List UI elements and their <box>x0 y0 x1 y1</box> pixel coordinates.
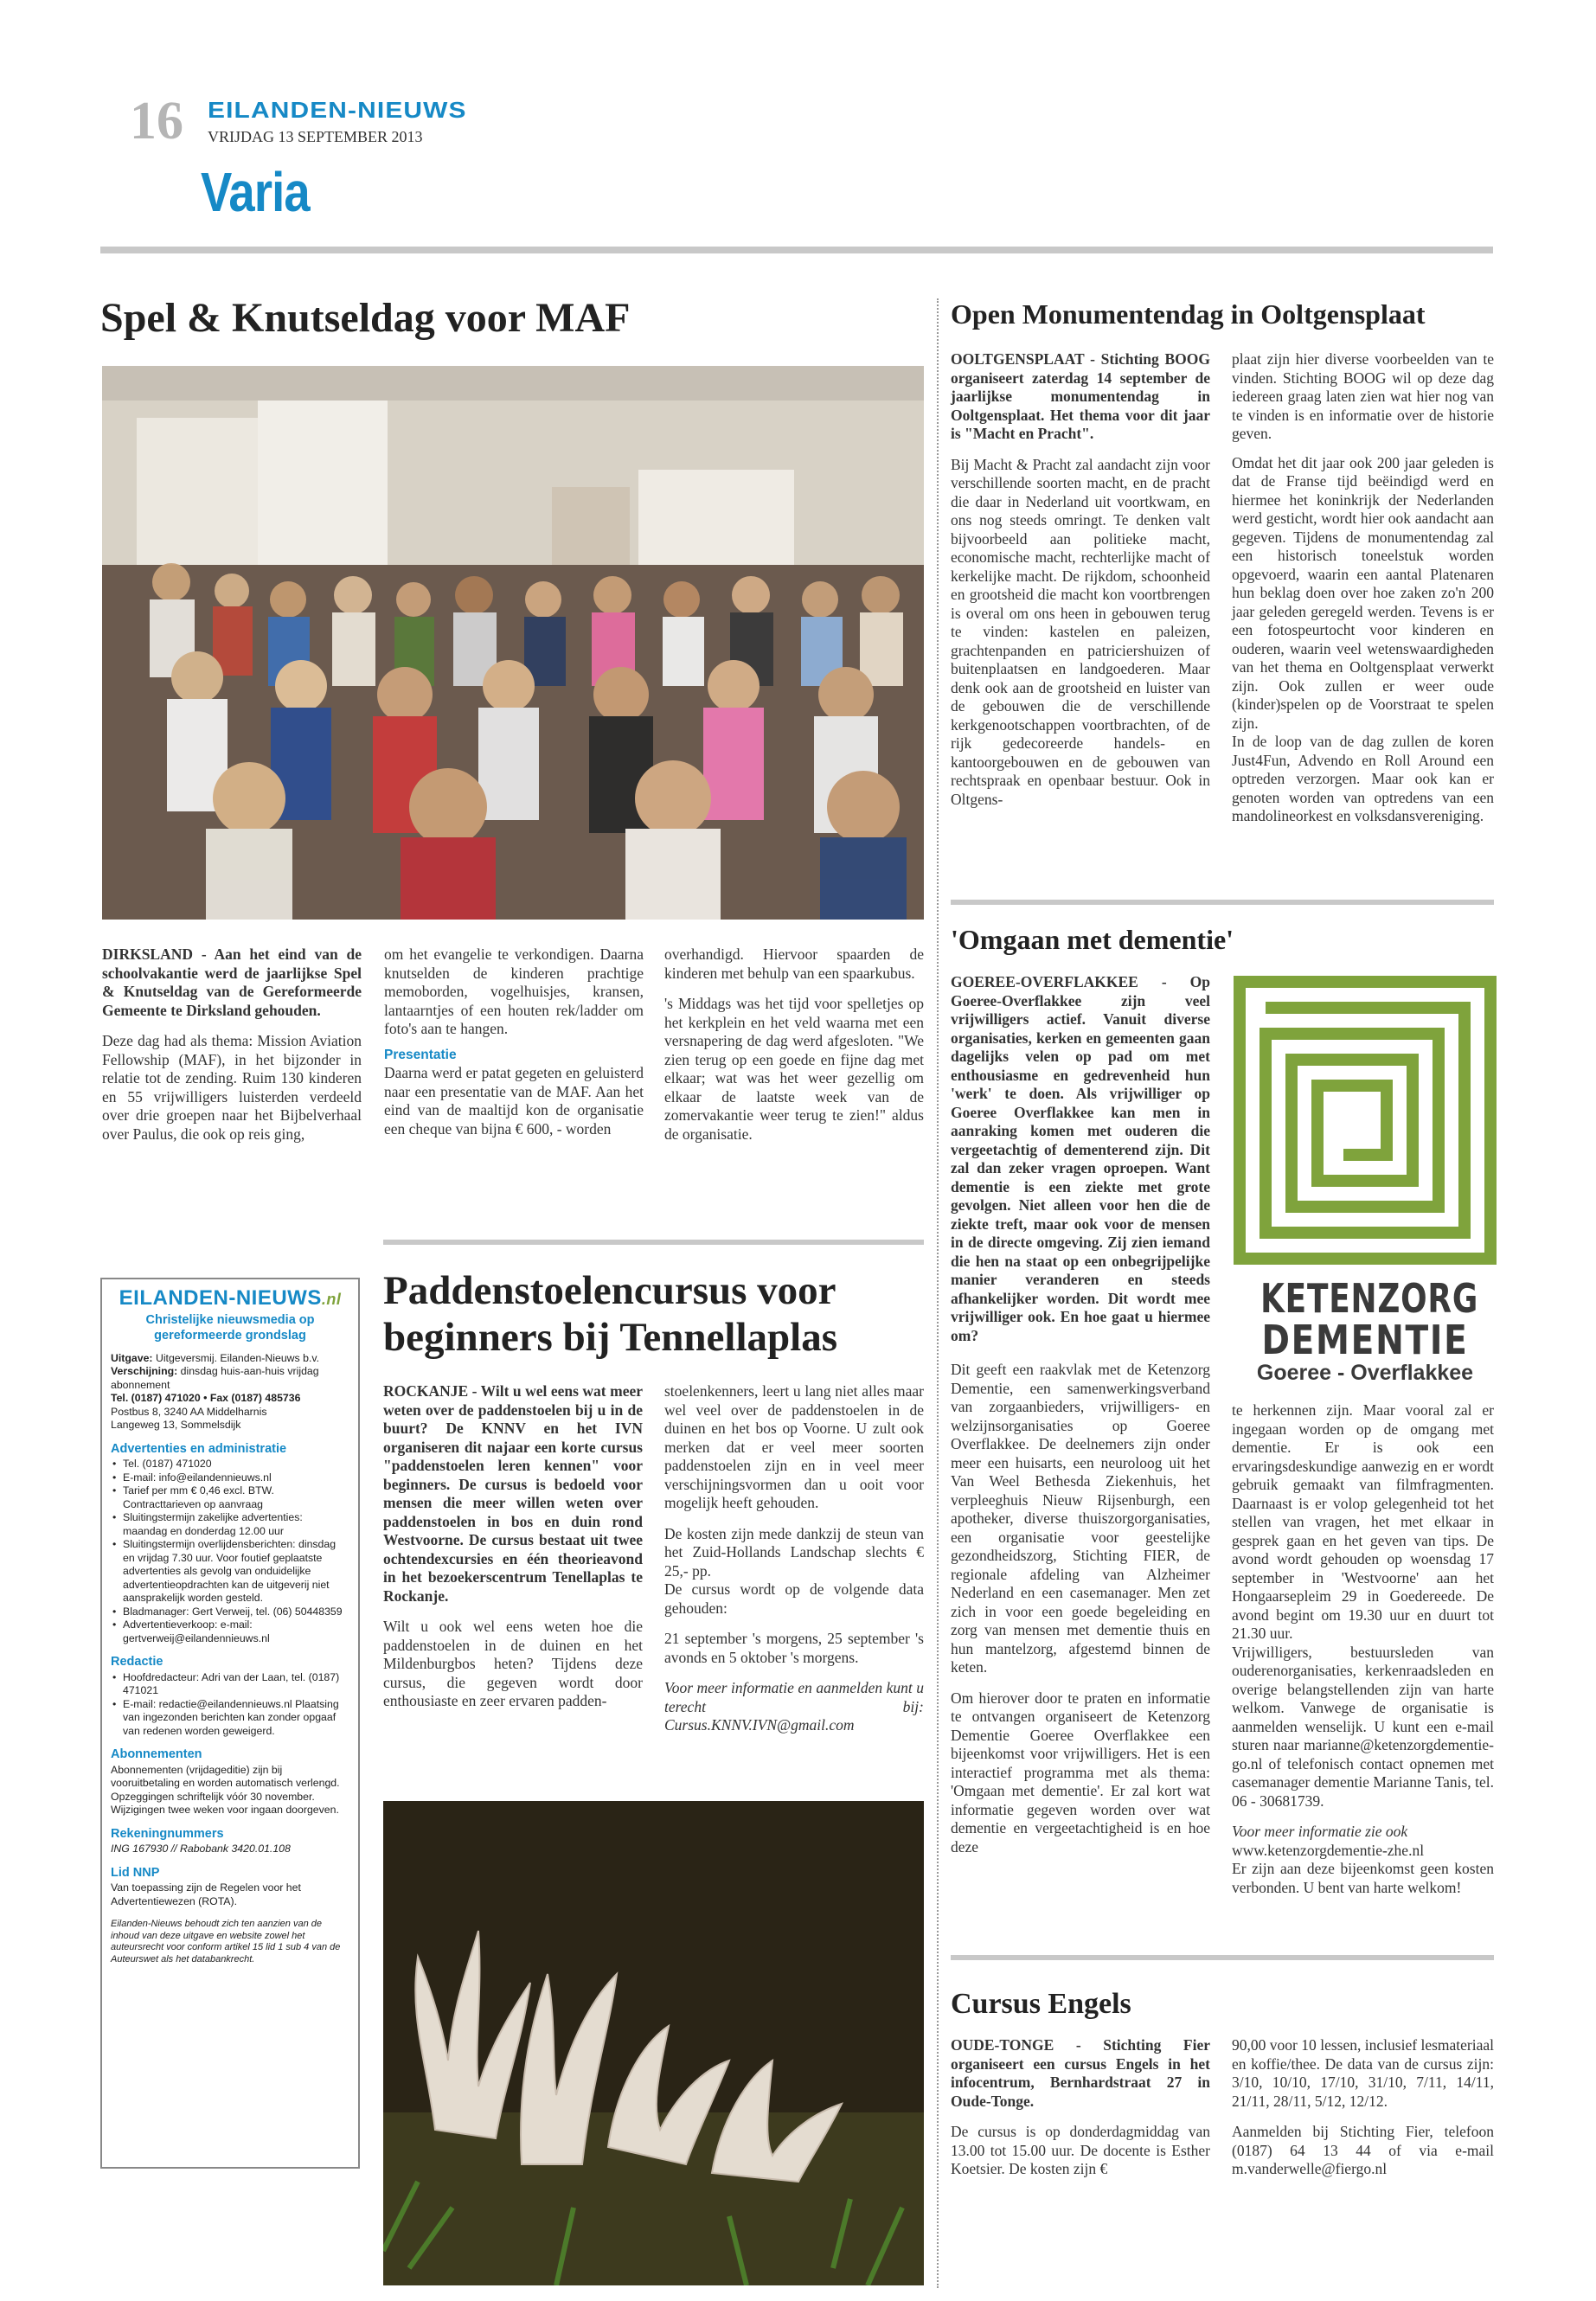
monument-headline: Open Monumentendag in Ooltgensplaat <box>951 298 1426 330</box>
paddenstoel-paragraph: stoelenkenners, leert u lang niet alles maar wel veel over de paddenstoelen in de duinen en het bos op Voorne. U zult ook merken dat er veel meer soorten paddenstoelen zijn en in veel meer verschijningsvormen dan u ooit voor mogelijk heeft gehouden. <box>664 1382 924 1511</box>
paddenstoel-paragraph: Wilt u ook wel eens weten hoe die paddenstoelen in de duinen en het Mildenburgbos heten? Tijdens deze cursus, die gegeven wordt door enthousiaste en zeer ervaren padden- <box>383 1618 643 1709</box>
adv-item: • E-mail: info@eilandennieuws.nl <box>111 1471 349 1485</box>
section-rule <box>951 900 1494 905</box>
maf-paragraph: Daarna werd er patat gegeten en geluisterd naar een presentatie van de MAF. Aan het eind van de maaltijd kon de organisatie een cheque van bijna € 600, - worden <box>384 1064 644 1138</box>
engels-paragraph: Aanmelden bij Stichting Fier, telefoon (0187) 64 13 44 of via e-mail m.vanderwelle@fiergo.nl <box>1232 2123 1494 2177</box>
verschijning-label: Verschijning: <box>111 1365 178 1377</box>
monument-paragraph: In de loop van de dag zullen de koren Just4Fun, Advendo en Roll Around een optreden verzorgen. Maar ook kan er genoten worden van optredens van een mandolineorkest en volksdansvereniging. <box>1232 733 1494 824</box>
maf-subheading: Presentatie <box>384 1047 457 1062</box>
paddenstoel-column-1 <box>383 1382 643 1723</box>
dementie-info-label: Voor meer informatie zie ook <box>1232 1823 1408 1840</box>
abonnementen-text: Abonnementen (vrijdageditie) zijn bij vooruitbetaling en worden automatisch verlengd. Opzeggingen schriftelijk vóór 30 november. Wijzigingen twee weken voor ingaan doorgeven. <box>111 1763 340 1816</box>
paddenstoel-headline: Paddenstoelencursus voor beginners bij Tennellaplas <box>383 1268 837 1360</box>
engels-lead: OUDE-TONGE - Stichting Fier organiseert een cursus Engels in het infocentrum, Bernhardstraat 27 in Oude-Tonge. <box>951 2036 1210 2110</box>
section-rule <box>951 1955 1494 1960</box>
maf-paragraph: overhandigd. Hiervoor spaarden de kinderen met behulp van een spaarkubus. <box>664 945 924 982</box>
issue-date: VRIJDAG 13 SEPTEMBER 2013 <box>208 128 423 145</box>
paddenstoel-lead: ROCKANJE - Wilt u wel eens wat meer weten over de paddenstoelen bij u in de buurt? De KNNV en het IVN organiseren dit najaar een korte cursus "paddenstoelen leren kennen" voor beginners. De cursus is bedoeld voor mensen die meer willen weten over paddenstoelen in bos en duin rond Westvoorne. De cursus bestaat uit twee ochtendexcursies en één theorieavond in het bezoekerscentrum Tenellaplas te Rockanje. <box>383 1382 643 1605</box>
maf-paragraph: om het evangelie te verkondigen. Daarna knutselden de kinderen prachtige memoborden, vogelhuisjes, kransen, lantaarntjes of een houten rek/ladder om foto's aan te hangen. <box>384 945 644 1037</box>
redactie-item: • Hoofdredacteur: Adri van der Laan, tel. (0187) 471021 <box>111 1671 349 1698</box>
monument-column-2 <box>1232 350 1494 838</box>
engels-headline: Cursus Engels <box>951 1988 1131 2020</box>
dementie-paragraph: Er zijn aan deze bijeenkomst geen kosten verbonden. U bent van harte welkom! <box>1232 1860 1494 1896</box>
section-title: Varia <box>201 161 310 223</box>
colofon-disclaimer: Eilanden-Nieuws behoudt zich ten aanzien van de inhoud van deze uitgave en website zowel het auteursrecht voor conform artikel 15 lid 1 sub 4 van de Auteurswet als het databankrecht. <box>111 1919 341 1965</box>
verschijning-value: dinsdag huis-aan-huis vrijdag abonnement <box>111 1365 319 1391</box>
maf-lead: DIRKSLAND - Aan het eind van de schoolvakantie werd de jaarlijkse Spel & Knutseldag van de Gereformeerde Gemeente te Dirksland gehouden. <box>102 945 362 1019</box>
maze-icon <box>1231 973 1499 1267</box>
coral-fungus-image <box>383 1801 924 2285</box>
maf-column-2 <box>384 945 644 1150</box>
monument-paragraph: Bij Macht & Pracht zal aandacht zijn voor verschillende soorten macht, en de pracht die daar in Nederland uit voortkwam, en ons nog steeds omringt. Te denken valt bijvoorbeeld aan politieke macht, economische macht, rechterlijke macht of kerkelijke macht. De rijkdom, schoonheid en grootsheid die macht kon voortbrengen is overal om ons heen in gebouwen terug te vinden: kastelen en paleizen, grachtenpanden en patriciershuizen of buitenplaatsen en landgoederen. Maar denk ook aan de grootsheid en luister van de gebouwen die de verschillende kerkgenootschappen voortbrachten, of de rijk gedecoreerde handels- en kantoorgebouwen en de gebouwen van rechtspraak en openbaar bestuur. Ook in Oltgens- <box>951 455 1210 808</box>
logo-region: Goeree - Overflakkee <box>1256 1361 1474 1385</box>
dementie-paragraph: Vrijwilligers, bestuursleden van ouderenorganisaties, kerkenraadsleden en overige belangstellenden zijn van harte welkom. Vanwege de organisatie is aanmelden wenselijk. U kunt een e-mail sturen naar marianne@ketenzorgdementie-go.nl of telefonisch contact opnemen met casemanager dementie Marianne Tanis, tel. 06 - 30681739. <box>1232 1643 1494 1810</box>
adv-item: • Advertentieverkoop: e-mail: gertverweij@eilandennieuws.nl <box>111 1618 349 1645</box>
dementie-lead: GOEREE-OVERFLAKKEE - Op Goeree-Overflakkee zijn veel vrijwilligers actief. Vanuit diverse organisaties, kerken en gemeenten gaan dagelijks velen op pad om met enthousiasme en gedrevenheid hun 'werk' te doen. Als vrijwilliger op Goeree Overflakkee kan men in aanraking komen met ouderen die vergeetachtig of dementerend zijn. Dit zal dan zeker vragen oproepen. Want dementie is een ziekte met grote gevolgen. Niet alleen voor hen die de ziekte treft, maar ook voor de mensen in de directe omgeving. Zij zien iemand die hen na staat op een onbegrijpelijke manier veranderen en steeds afhankelijker worden. Dit wordt mee vrijwilliger ook. En hoe gaat u hiermee om? <box>951 973 1210 1344</box>
colofon-phone: Tel. (0187) 471020 • Fax (0187) 485736 <box>111 1392 301 1404</box>
header-rule <box>100 247 1493 253</box>
engels-paragraph: 90,00 voor 10 lessen, inclusief lesmateriaal en koffie/thee. De data van de cursus zijn: 3/10, 10/10, 17/10, 31/10, 7/11, 14/11, 21/11, 28/11, 5/12, 12/12. <box>1232 2036 1494 2110</box>
rekening-text: ING 167930 // Rabobank 3420.01.108 <box>111 1843 291 1855</box>
uitgave-value: Uitgeversmij. Eilanden-Nieuws b.v. <box>155 1351 320 1364</box>
maf-column-1 <box>102 945 362 1156</box>
paddenstoel-paragraph: De kosten zijn mede dankzij de steun van het Zuid-Hollands Landschap slechts € 25,- pp. <box>664 1524 924 1580</box>
maf-paragraph: Deze dag had als thema: Mission Aviation Fellowship (MAF), in het bijzonder in relatie tot de zending. Ruim 130 kinderen en 55 vrijwilligers luisterden verdeeld over drie groepen naar het Bijbelverhaal over Paulus, die ook op reis ging, <box>102 1032 362 1143</box>
dementie-column-2 <box>1232 1401 1494 1909</box>
adv-list <box>111 1458 349 1645</box>
monument-paragraph: Omdat het dit jaar ook 200 jaar geleden is dat de Franse tijd beëindigd werd en hiermee het koninkrijk der Nederlanden werd gesticht, wordt hier ook aandacht aan gegeven. Tijdens de monumentendag zal een historisch toneelstuk worden opgevoerd, waarin een aantal Platenaren hun beklag doen over hoe zaken zo'n 200 jaar geleden geregeld werden. Tevens is er een fotospeurtocht voor kinderen en ouderen, waarin veel wetenswaardigheden van het thema en Ooltgensplaat verwerkt zijn. Ook zullen er weer oude (kinder)spelen op de Voorstraat te spelen zijn. <box>1232 453 1494 732</box>
dementie-headline: 'Omgaan met dementie' <box>951 924 1234 955</box>
paddenstoel-column-2 <box>664 1382 924 1747</box>
nnp-text: Van toepassing zijn de Regelen voor het Advertentiewezen (ROTA). <box>111 1881 301 1907</box>
colofon-address: Langeweg 13, Sommelsdijk <box>111 1419 241 1431</box>
colofon-heading: Lid NNP <box>111 1865 160 1880</box>
colofon-heading: Advertenties en administratie <box>111 1441 287 1456</box>
column-divider <box>937 298 939 2288</box>
mushroom-photo <box>383 1801 924 2285</box>
engels-column-1 <box>951 2036 1210 2191</box>
adv-item: • Sluitingstermijn zakelijke advertenties: maandag en donderdag 12.00 uur <box>111 1511 349 1538</box>
logo-word-dementie: DEMENTIE <box>1261 1317 1469 1363</box>
paddenstoel-contact: Voor meer informatie en aanmelden kunt u terecht bij: Cursus.KNNV.IVN@gmail.com <box>664 1679 924 1734</box>
paddenstoel-paragraph: De cursus wordt op de volgende data gehouden: <box>664 1580 924 1617</box>
dementie-column-1 <box>951 973 1210 1868</box>
colofon-logo-name: EILANDEN-NIEUWS <box>119 1286 322 1310</box>
dementie-paragraph: Dit geeft een raakvlak met de Ketenzorg Dementie, een samenwerkingsverband van zorgaanbieders, vrijwilligers- en welzijnsorganisaties op Goeree Overflakkee. De deelnemers zijn onder meer een huisarts, een neuroloog uit het Van Weel Bethesda Ziekenhuis, het verpleeghuis Nieuw Rijsenburgh, een apotheker, diverse thuiszorgorganisaties, een organisatie voor geestelijke gezondheidszorg, Stichting FIER, de regionale afdeling van Alzheimer Nederland en een casemanager. Men zet zich in voor een goede begeleiding en zorg van mensen met dementie thuis en hun mantelzorg, afgestemd binnen de keten. <box>951 1361 1210 1676</box>
dementie-paragraph: te herkennen zijn. Maar vooral zal er ingegaan worden op de omgang met dementie. Er is ook een ervaringsdeskundige aanwezig en er wordt gebruik gemaakt van filmfragmenten. Daarnaast is er volop gelegenheid tot het stellen van vragen, het met elkaar in gesprek gaan en het geven van tips. De avond wordt gehouden op woensdag 17 september in 'Westvoorne' aan het Hongaarsepleim 29 in Goedereede. De avond begint om 19.30 uur en duurt tot 21.30 uur. <box>1232 1401 1494 1642</box>
monument-paragraph: plaat zijn hier diverse voorbeelden van te vinden. Stichting BOOG wil op deze dag iedereen graag laten zien wat hier nog van te vinden is en informatie over de historie geven. <box>1232 350 1494 442</box>
maf-headline: Spel & Knutseldag voor MAF <box>100 295 631 341</box>
redactie-list <box>111 1671 349 1739</box>
colofon-heading: Abonnementen <box>111 1747 202 1761</box>
adv-item: • Tarief per mm € 0,46 excl. BTW. Contracttarieven op aanvraag <box>111 1484 349 1511</box>
children-audience-image <box>102 366 924 920</box>
adv-item: • Sluitingstermijn overlijdensberichten: dinsdag en vrijdag 7.30 uur. Voor foutief geplaatste advertenties als gevolg van onduidelijke advertentieopdrachten kan de uitgeverij niet aansprakelijk worden gesteld. <box>111 1538 349 1606</box>
maf-column-3 <box>664 945 924 1156</box>
section-rule <box>383 1240 924 1245</box>
monument-column-1 <box>951 350 1210 821</box>
colofon-heading: Rekeningnummers <box>111 1826 224 1841</box>
paper-name: EILANDEN-NIEUWS <box>208 97 467 123</box>
maf-paragraph: 's Middags was het tijd voor spelletjes op het kerkplein en het veld waarna met een versnapering de dag werd afgesloten. "We zien terug op een goede en fijne dag met elkaar; wat was het weer gezellig om elkaar de laatste week van de zomervakantie weer terug te zien!" aldus de organisatie. <box>664 995 924 1143</box>
colofon-logo-suffix: .nl <box>321 1291 342 1308</box>
colofon-box <box>100 1278 360 2169</box>
adv-item: • Bladmanager: Gert Verweij, tel. (06) 50448359 <box>111 1606 349 1619</box>
paddenstoel-paragraph: 21 september 's morgens, 25 september 's avonds en 5 oktober 's morgens. <box>664 1630 924 1666</box>
colofon-subtitle: Christelijke nieuwsmedia op gereformeerde grondslag <box>145 1312 315 1343</box>
engels-column-2 <box>1232 2036 1494 2191</box>
ketenzorg-logo <box>1231 973 1499 1388</box>
dementie-paragraph: Om hierover door te praten en informatie te ontvangen organiseert de Ketenzorg Dementie Goeree Overflakkee een bijeenkomst voor vrijwilligers. Het is een interactief programma met als thema: 'Omgaan met dementie'. Er zal kort wat informatie gegeven worden over wat dementie en vergeetachtigheid is en hoe deze <box>951 1689 1210 1856</box>
logo-word-ketenzorg: KETENZORG <box>1260 1275 1479 1322</box>
dementie-website-link[interactable]: www.ketenzorgdementie-zhe.nl <box>1232 1841 1425 1859</box>
colofon-logo <box>111 1286 349 1310</box>
page-number: 16 <box>130 92 183 151</box>
redactie-item: • E-mail: redactie@eilandennieuws.nl Plaatsing van ingezonden berichten kan zonder opgaaf van redenen worden geweigerd. <box>111 1698 349 1739</box>
colofon-address: Postbus 8, 3240 AA Middelharnis <box>111 1405 267 1418</box>
engels-paragraph: De cursus is op donderdagmiddag van 13.00 tot 15.00 uur. De docente is Esther Koetsier. De kosten zijn € <box>951 2123 1210 2177</box>
uitgave-label: Uitgave: <box>111 1351 153 1364</box>
colofon-heading: Redactie <box>111 1655 163 1669</box>
maf-photo <box>102 366 924 920</box>
adv-item: • Tel. (0187) 471020 <box>111 1458 349 1471</box>
monument-lead: OOLTGENSPLAAT - Stichting BOOG organiseert zaterdag 14 september de jaarlijkse monumentendag in Ooltgensplaat. Het thema voor dit jaar is "Macht en Pracht". <box>951 350 1210 442</box>
